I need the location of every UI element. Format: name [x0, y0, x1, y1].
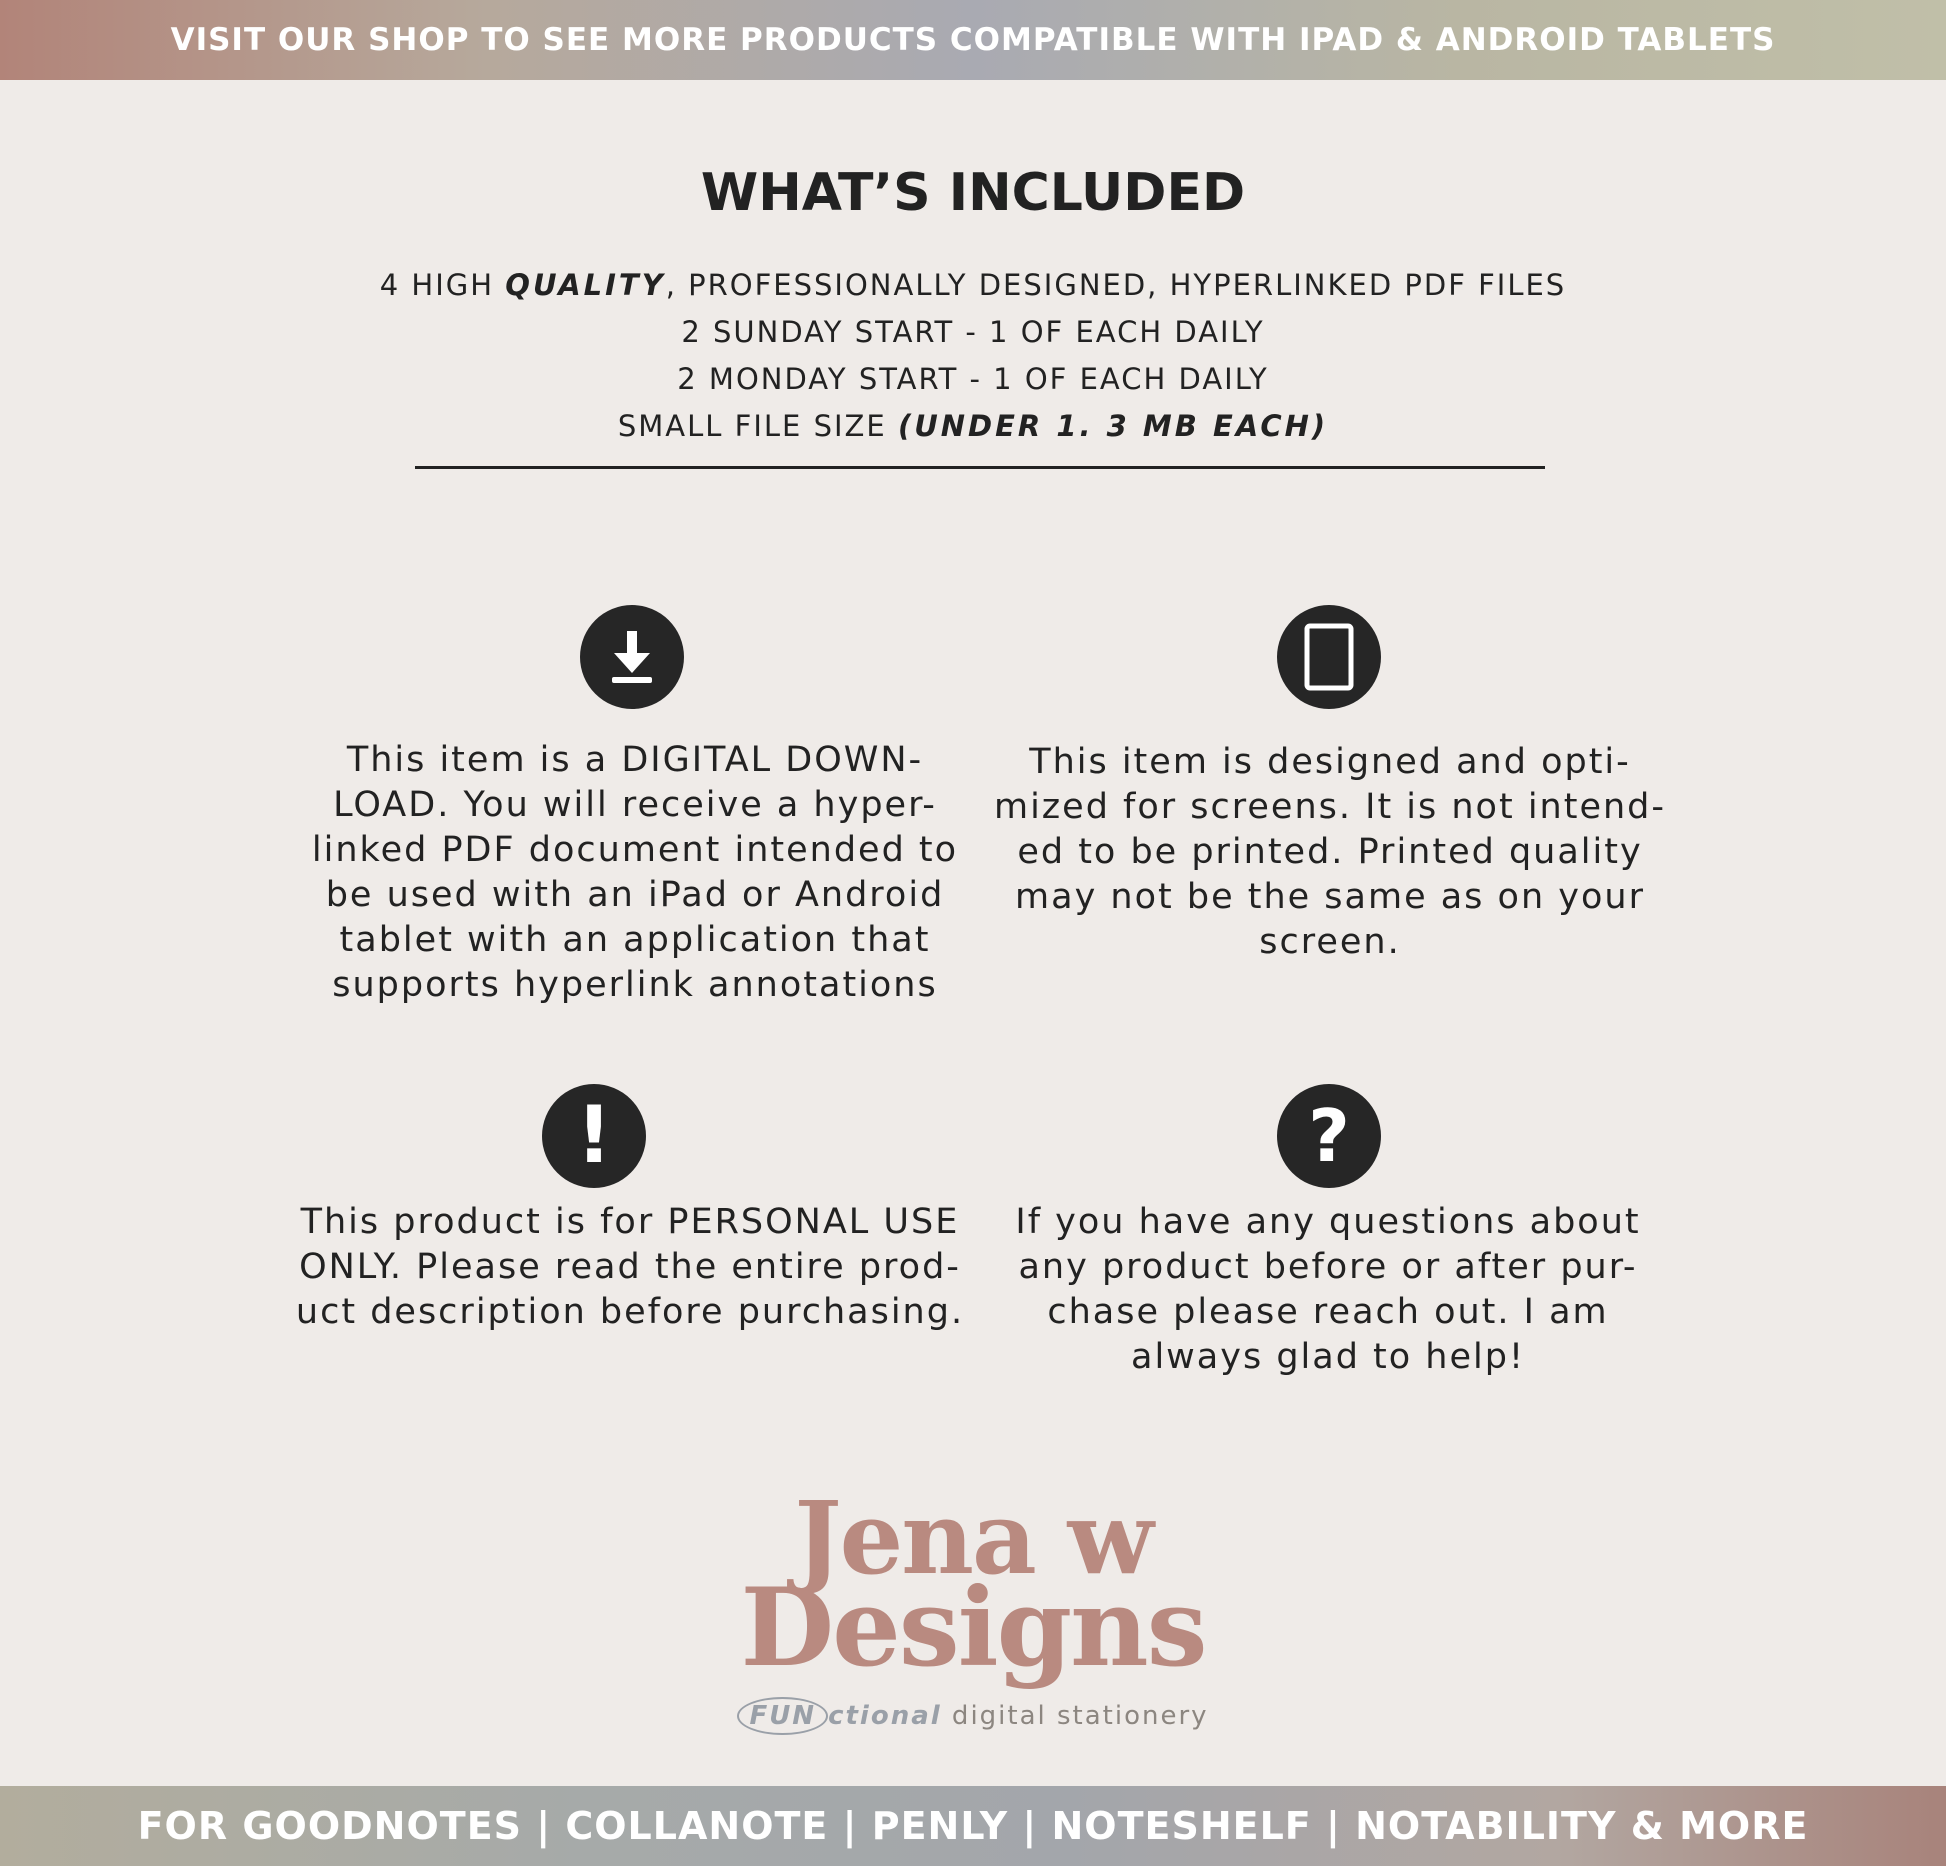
included-line-4-bold: (UNDER 1. 3 MB EACH): [897, 409, 1329, 443]
download-icon: [580, 605, 684, 709]
included-line-4: [0, 409, 1946, 443]
included-line-3: 2 MONDAY START - 1 OF EACH DAILY: [677, 362, 1269, 396]
bottom-banner-text: FOR GOODNOTES | COLLANOTE | PENLY | NOTESHELF | NOTABILITY & MORE: [137, 1804, 1809, 1848]
logo-line-1: Jena w: [794, 1479, 1152, 1597]
page-title: WHAT’S INCLUDED: [700, 163, 1246, 223]
included-line-1: [0, 268, 1946, 302]
logo-tagline: [0, 1697, 1946, 1735]
included-line-1-post: , PROFESSIONALLY DESIGNED, HYPERLINKED PDF FILES: [665, 268, 1567, 302]
included-line-2: 2 SUNDAY START - 1 OF EACH DAILY: [681, 315, 1265, 349]
feature-screens-text: This item is designed and opti- mized for screens. It is not intend- ed to be printed. Printed quality may not be the same as on your screen.: [993, 742, 1667, 962]
top-banner-text: VISIT OUR SHOP TO SEE MORE PRODUCTS COMPATIBLE WITH IPAD & ANDROID TABLETS: [170, 22, 1776, 58]
question-icon: ?: [1277, 1084, 1381, 1188]
tagline-rest: digital stationery: [941, 1701, 1209, 1731]
logo-line-2: Designs: [740, 1565, 1206, 1691]
tagline-ctional: ctional: [828, 1701, 942, 1731]
divider: [415, 466, 1545, 469]
feature-digital-download-text: This item is a DIGITAL DOWN- LOAD. You will receive a hyper- linked PDF document intended to be used with an iPad or Android tablet with an application that supports hyperlink annotations: [311, 740, 959, 1005]
included-line-1-bold: QUALITY: [505, 268, 666, 302]
feature-questions-text: If you have any questions about any product before or after pur- chase please reach out. I am always glad to help!: [1015, 1202, 1641, 1377]
exclamation-icon: !: [542, 1084, 646, 1188]
feature-personal-use-text: This product is for PERSONAL USE ONLY. Please read the entire prod- uct description before purchasing.: [295, 1202, 965, 1332]
included-line-4-pre: SMALL FILE SIZE: [617, 409, 898, 443]
tagline-fun: FUN: [737, 1697, 828, 1735]
bottom-banner: [0, 1786, 1946, 1866]
top-banner: [0, 0, 1946, 80]
tablet-icon: [1277, 605, 1381, 709]
included-line-1-pre: 4 HIGH: [379, 268, 506, 302]
